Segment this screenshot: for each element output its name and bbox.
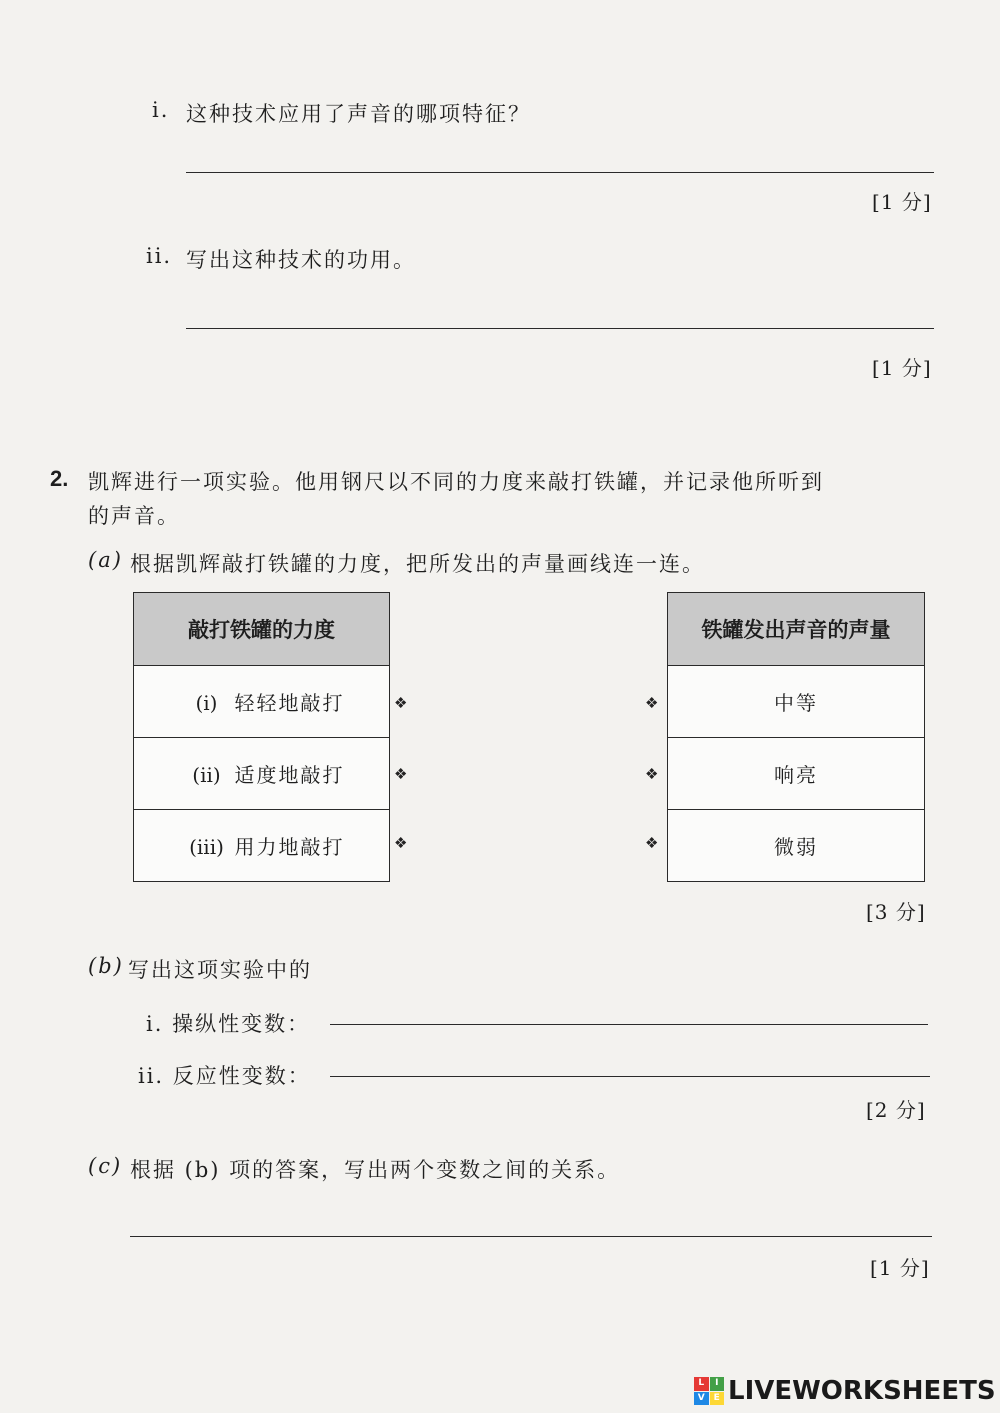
force-row-2 — [134, 738, 390, 810]
q2a-marks: [3 分] — [866, 900, 926, 924]
q1-i-answer-line[interactable] — [186, 172, 934, 173]
q2c-instruction: 根据 (b) 项的答案，写出两个变数之间的关系。 — [130, 1158, 621, 1182]
q1-i-marks: [1 分] — [872, 190, 932, 214]
volume-table-header: 铁罐发出声音的声量 — [668, 593, 925, 666]
q1-ii-number: ii. — [146, 244, 173, 268]
q2b-marks: [2 分] — [866, 1098, 926, 1122]
q2b-i-answer-line[interactable] — [330, 1024, 928, 1025]
volume-row-1: 中等 — [668, 666, 925, 738]
q2b-ii-answer-line[interactable] — [330, 1076, 930, 1077]
q2b-instruction: 写出这项实验中的 — [128, 958, 312, 982]
logo-letter-e: E — [710, 1392, 725, 1406]
logo-letter-v: V — [694, 1392, 709, 1406]
logo-letter-l: L — [694, 1377, 709, 1391]
q2b-label: (b) — [88, 954, 124, 978]
liveworksheets-logo — [694, 1376, 996, 1406]
force-row-1 — [134, 666, 390, 738]
q2c-marks: [1 分] — [870, 1256, 930, 1280]
q2a-instruction: 根据凯辉敲打铁罐的力度，把所发出的声量画线连一连。 — [130, 552, 705, 576]
force-row-3-text: 用力地敲打 — [234, 835, 345, 859]
q1-ii-answer-line[interactable] — [186, 328, 934, 329]
q1-i-question: 这种技术应用了声音的哪项特征？ — [186, 102, 531, 126]
q2b-i-label: i. 操纵性变数： — [146, 1012, 311, 1036]
liveworksheets-logo-icon — [694, 1377, 724, 1405]
volume-row-2: 响亮 — [668, 738, 925, 810]
q2-intro-line2: 的声音。 — [88, 504, 180, 528]
q2c-label: (c) — [88, 1154, 123, 1178]
liveworksheets-logo-text: LIVEWORKSHEETS — [728, 1376, 996, 1406]
logo-letter-i: I — [710, 1377, 725, 1391]
force-table — [133, 592, 390, 882]
force-table-header: 敲打铁罐的力度 — [134, 593, 390, 666]
force-row-2-num: (ii) — [192, 763, 221, 787]
q2-number: 2. — [50, 466, 69, 491]
right-connector-dot-1[interactable]: ❖ — [645, 694, 659, 712]
force-row-3 — [134, 810, 390, 882]
q1-ii-marks: [1 分] — [872, 356, 932, 380]
volume-row-3: 微弱 — [668, 810, 925, 882]
volume-table — [667, 592, 925, 882]
force-row-3-num: (iii) — [189, 835, 224, 859]
left-connector-dot-1[interactable]: ❖ — [394, 694, 408, 712]
q2b-ii-label: ii. 反应性变数： — [138, 1064, 311, 1088]
q1-ii-question: 写出这种技术的功用。 — [186, 248, 416, 272]
q2c-answer-line[interactable] — [130, 1236, 932, 1237]
q2-intro-line1: 凯辉进行一项实验。他用钢尺以不同的力度来敲打铁罐，并记录他所听到 — [88, 470, 824, 494]
right-connector-dot-3[interactable]: ❖ — [645, 834, 659, 852]
q1-i-number: i. — [152, 98, 170, 122]
q2a-label: (a) — [88, 548, 123, 572]
force-row-1-num: (i) — [195, 691, 218, 715]
left-connector-dot-3[interactable]: ❖ — [394, 834, 408, 852]
force-row-2-text: 适度地敲打 — [234, 763, 345, 787]
left-connector-dot-2[interactable]: ❖ — [394, 765, 408, 783]
force-row-1-text: 轻轻地敲打 — [234, 691, 345, 715]
right-connector-dot-2[interactable]: ❖ — [645, 765, 659, 783]
